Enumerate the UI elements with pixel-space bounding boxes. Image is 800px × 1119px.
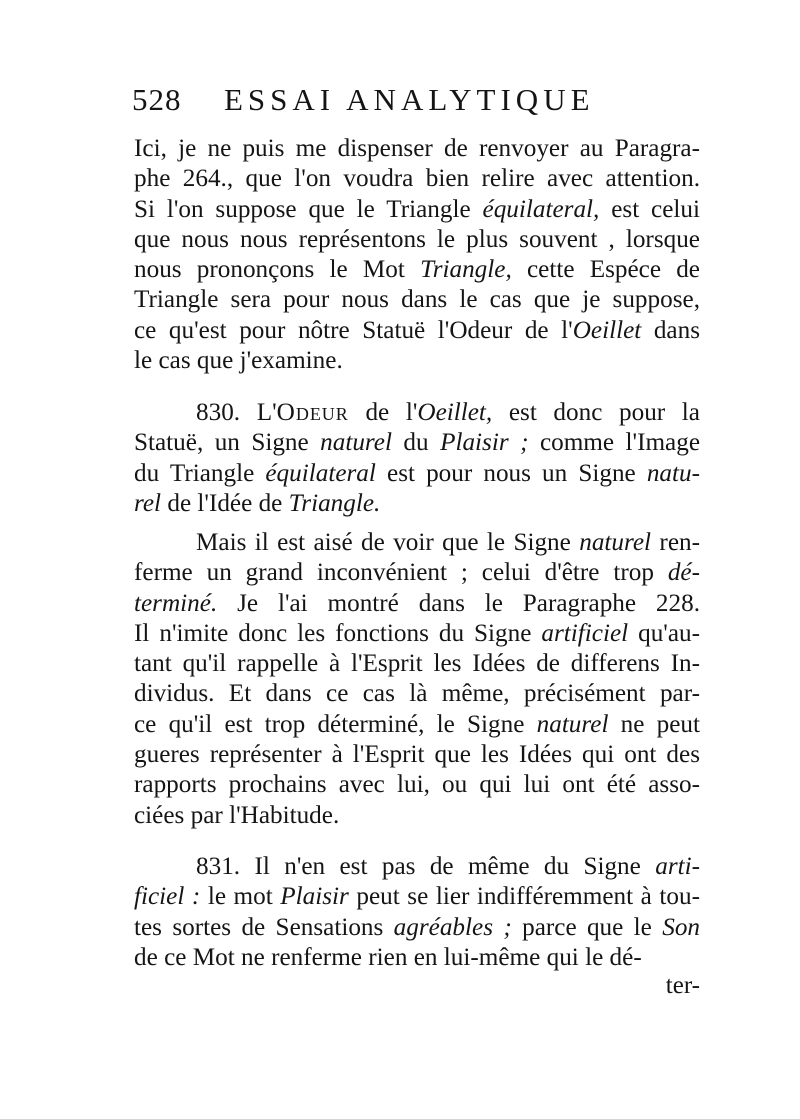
text-line [134, 770, 700, 800]
text-segment: tant qu'il rappelle à l'Esprit les Idées de differens In- [134, 650, 700, 678]
italic-text: artificiel [541, 619, 629, 647]
text-segment: rapports prochains avec lui, ou qui lui ont été asso- [134, 771, 700, 799]
text-line [134, 619, 700, 649]
text-line [134, 134, 700, 164]
text-line [134, 528, 700, 558]
text-line [134, 195, 700, 225]
italic-text: naturel [536, 710, 609, 738]
text-segment: 830. L' [196, 399, 277, 426]
page-header [132, 82, 692, 122]
italic-text: naturel [579, 529, 652, 556]
italic-text: ficiel : [134, 883, 201, 911]
italic-text: naturel [320, 429, 392, 457]
text-line [134, 285, 700, 315]
text-segment: nous prononçons le Mot [134, 256, 421, 284]
italic-text: arti- [655, 853, 700, 880]
text-segment: est celui [599, 195, 700, 223]
text-segment: de ce Mot ne renferme rien en lui-même qui le dé- [134, 943, 642, 971]
text-segment: cette Espéce de [511, 256, 700, 284]
text-line [134, 943, 700, 973]
text-line [134, 316, 700, 346]
text-segment: le cas que j'examine. [134, 347, 343, 375]
italic-text: Oeillet, [417, 399, 493, 426]
paragraph-continuation [134, 134, 700, 376]
text-line [134, 428, 700, 458]
paragraph-mais [134, 528, 700, 831]
italic-text: Oeillet [572, 316, 642, 344]
text-segment: du [391, 429, 441, 457]
text-segment: 831. Il n'en est pas de même du Signe [196, 853, 656, 880]
text-segment: que nous nous représentons le plus souvent , lorsque [134, 225, 700, 253]
italic-text: Plaisir [280, 883, 349, 911]
text-line [134, 801, 700, 831]
text-line [134, 459, 700, 489]
text-line [134, 913, 700, 943]
italic-text: agréables ; [393, 913, 512, 941]
text-segment: comme l'Image [528, 429, 700, 457]
text-segment: Il n'imite donc les fonctions du Signe [134, 619, 542, 647]
text-line [134, 558, 700, 588]
text-segment: peut se lier indifféremment à tou- [348, 883, 700, 911]
text-segment: de l'Idée de [161, 489, 289, 517]
text-line [134, 589, 700, 619]
text-line [134, 255, 700, 285]
italic-text: Son [662, 913, 700, 941]
text-segment: est donc pour la [492, 399, 700, 426]
text-segment: dans [641, 316, 701, 344]
text-line [134, 740, 700, 770]
text-segment: parce que le [511, 913, 663, 941]
small-caps-text: Odeur [276, 399, 349, 426]
text-segment: du Triangle [134, 459, 266, 487]
paragraph-830 [134, 398, 700, 519]
text-segment: Mais il est aisé de voir que le Signe [196, 529, 580, 556]
text-segment: ciées par l'Habitude. [134, 801, 340, 829]
italic-text: Triangle, [420, 256, 512, 284]
paragraph-831 [134, 852, 700, 973]
text-segment: Je l'ai montré dans le Paragraphe 228. [217, 589, 700, 617]
italic-text: rel [134, 489, 162, 517]
text-segment: est pour nous un Signe [375, 459, 647, 487]
text-line [134, 489, 700, 519]
running-title: ESSAI ANALYTIQUE [224, 82, 595, 117]
text-segment: tes sortes de Sensations [134, 913, 394, 941]
text-line [134, 649, 700, 679]
catchword: ter- [665, 972, 700, 999]
text-line [134, 710, 700, 740]
text-segment: phe 264., que l'on voudra bien relire avec attention. [134, 165, 700, 193]
text-segment: le mot [200, 883, 281, 911]
text-segment: ce qu'est pour nôtre Statuë l'Odeur de l' [134, 316, 573, 344]
text-segment: Ici, je ne puis me dispenser de renvoyer au Paragra- [134, 135, 700, 162]
text-segment: ne peut [608, 710, 701, 738]
text-segment: qu'au- [628, 619, 700, 647]
italic-text: Triangle. [288, 489, 381, 517]
text-segment: gueres représenter à l'Esprit que les Idées qui ont des [134, 741, 700, 769]
text-line [134, 398, 700, 428]
text-segment: ferme un grand inconvénient ; celui d'être trop [134, 559, 668, 587]
text-line [134, 346, 700, 376]
italic-text: équilateral [265, 459, 376, 487]
text-segment: dividus. Et dans ce cas là même, précisément par- [134, 680, 700, 708]
text-segment: Si l'on suppose que le Triangle [134, 195, 483, 223]
text-segment: de l' [348, 399, 418, 426]
text-segment: Statuë, un Signe [134, 429, 321, 457]
text-line [134, 225, 700, 255]
text-segment: ce qu'il est trop déterminé, le Signe [134, 710, 537, 738]
italic-text: terminé. [134, 589, 218, 617]
italic-text: dé- [667, 559, 700, 587]
text-segment: ren- [651, 529, 700, 556]
italic-text: natu- [646, 459, 700, 487]
text-line [134, 164, 700, 194]
italic-text: équilateral, [482, 195, 600, 223]
italic-text: Plaisir ; [440, 429, 529, 457]
text-segment: Triangle sera pour nous dans le cas que je suppose, [134, 286, 700, 314]
text-line [134, 679, 700, 709]
page-number: 528 [132, 82, 182, 117]
text-line [134, 852, 700, 882]
text-line [134, 882, 700, 912]
